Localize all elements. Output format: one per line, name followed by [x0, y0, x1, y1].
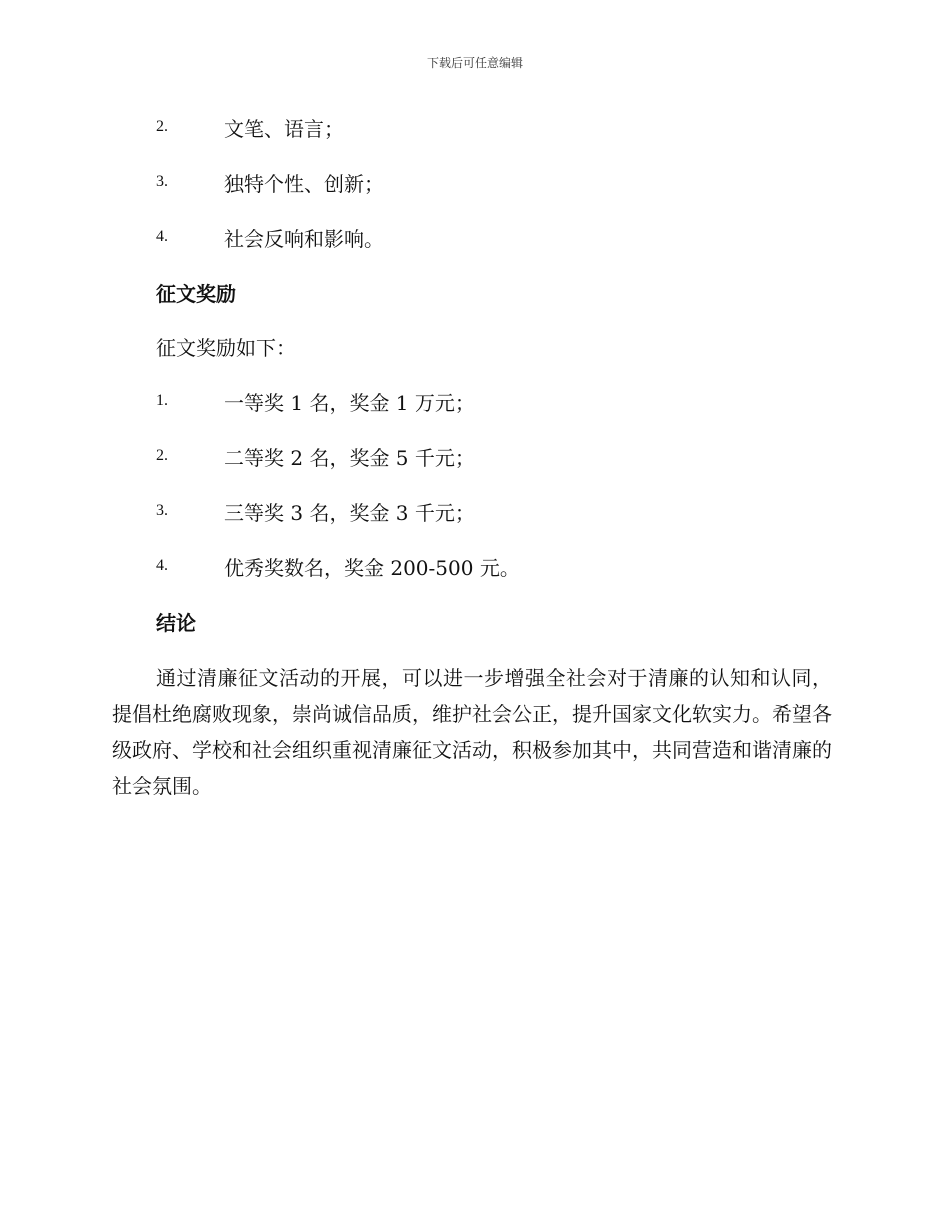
page-header: 下载后可任意编辑 — [426, 56, 523, 70]
conclusion-paragraph: 通过清廉征文活动的开展，可以进一步增强全社会对于清廉的认知和认同，提倡杜绝腐败现象，崇尚诚信品质，维护社会公正，提升国家文化软实力。希望各级政府、学校和社会组织重视清廉征文活动，积极参加其中，共同营造和谐清廉的社会氛围。 — [112, 666, 832, 798]
list-number: 3. — [156, 173, 168, 190]
list-item — [156, 112, 344, 142]
list-item — [156, 441, 475, 471]
list-text: 一等奖 1 名，奖金 1 万元； — [224, 390, 475, 415]
list-item — [156, 222, 384, 252]
list-number: 2. — [156, 447, 168, 464]
list-text: 文笔、语言； — [224, 116, 344, 141]
list-number: 2. — [156, 118, 168, 135]
list-item — [156, 551, 520, 581]
list-text: 优秀奖数名，奖金 200-500 元。 — [224, 555, 520, 580]
list-number: 3. — [156, 502, 168, 519]
list-number: 4. — [156, 228, 168, 245]
list-item — [156, 496, 475, 526]
list-number: 4. — [156, 557, 168, 574]
list-text: 三等奖 3 名，奖金 3 千元； — [224, 500, 475, 525]
list-text: 社会反响和影响。 — [224, 226, 384, 251]
section-heading-awards: 征文奖励 — [156, 282, 236, 306]
list-text: 独特个性、创新； — [224, 171, 384, 196]
list-item — [156, 386, 475, 416]
list-item — [156, 167, 384, 197]
list-text: 二等奖 2 名，奖金 5 千元； — [224, 445, 475, 470]
section-heading-conclusion: 结论 — [156, 611, 196, 635]
awards-intro: 征文奖励如下： — [156, 336, 296, 360]
list-number: 1. — [156, 392, 168, 409]
